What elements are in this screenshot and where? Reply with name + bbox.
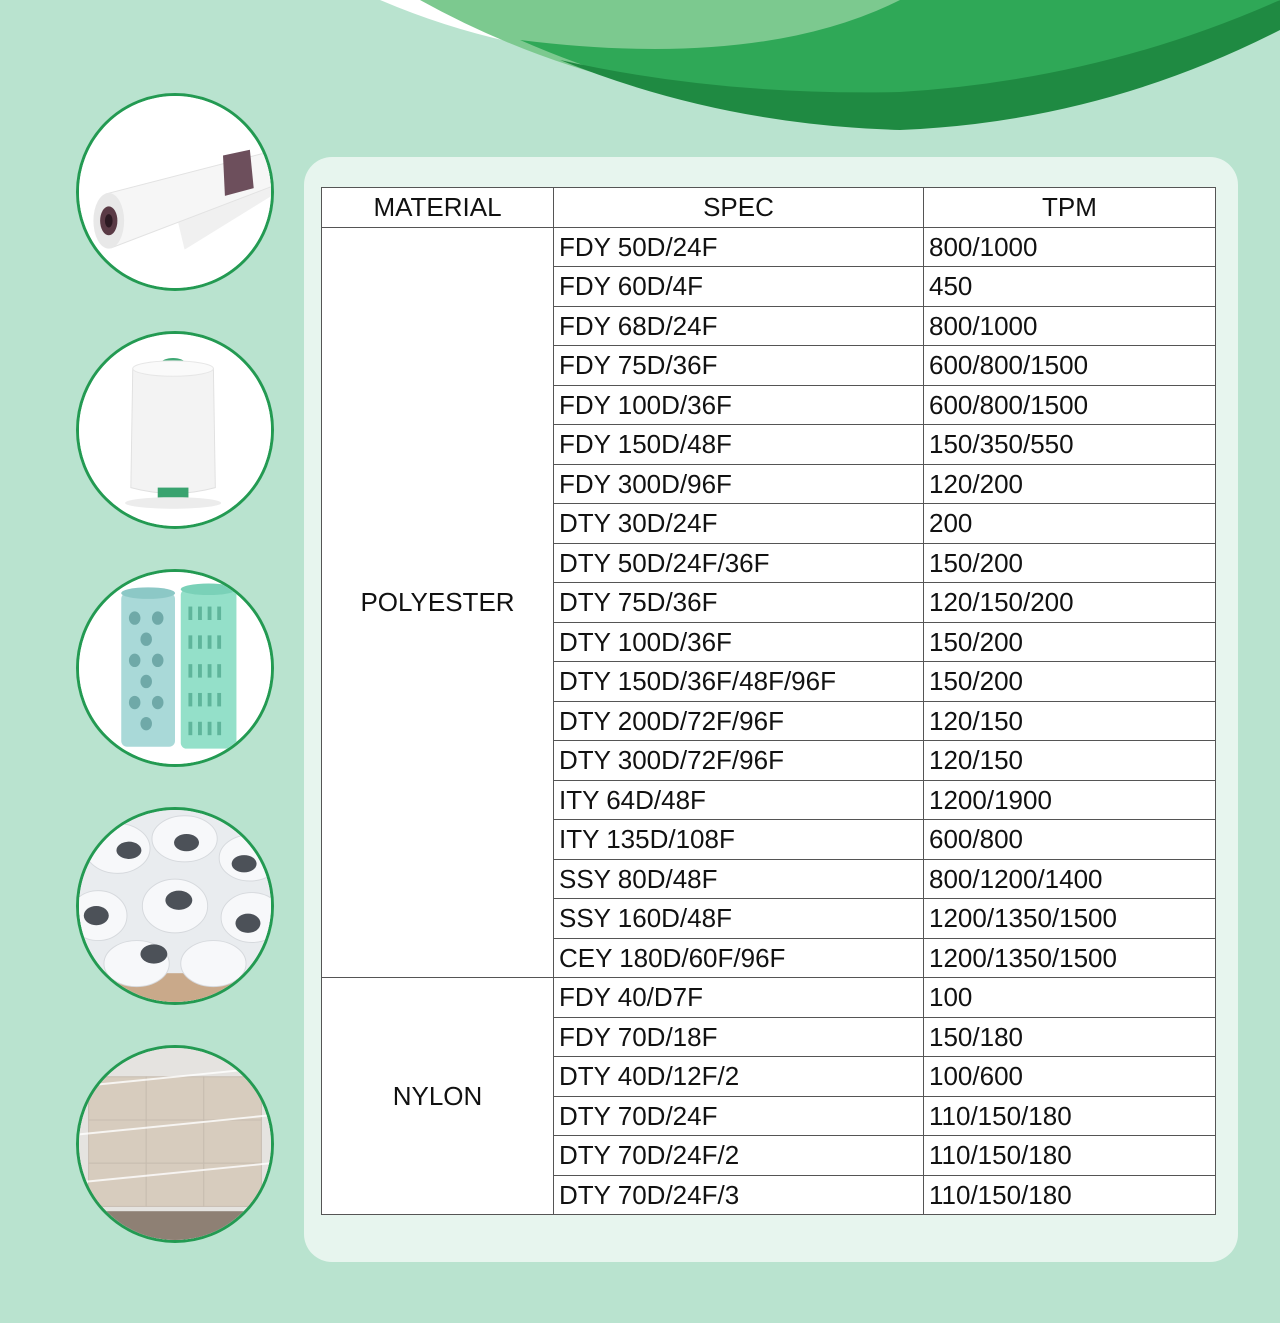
spec-cell: DTY 75D/36F bbox=[554, 583, 924, 623]
tpm-cell: 120/150 bbox=[924, 741, 1216, 781]
spec-cell: FDY 50D/24F bbox=[554, 227, 924, 267]
tpm-cell: 1200/1900 bbox=[924, 780, 1216, 820]
spec-cell: FDY 70D/18F bbox=[554, 1017, 924, 1057]
tpm-cell: 800/1000 bbox=[924, 227, 1216, 267]
spec-cell: SSY 160D/48F bbox=[554, 899, 924, 939]
tpm-cell: 110/150/180 bbox=[924, 1096, 1216, 1136]
tpm-cell: 100 bbox=[924, 978, 1216, 1018]
spec-cell: SSY 80D/48F bbox=[554, 859, 924, 899]
spec-cell: FDY 100D/36F bbox=[554, 385, 924, 425]
tpm-cell: 120/200 bbox=[924, 464, 1216, 504]
spec-cell: DTY 30D/24F bbox=[554, 504, 924, 544]
tpm-cell: 1200/1350/1500 bbox=[924, 899, 1216, 939]
tpm-cell: 600/800/1500 bbox=[924, 346, 1216, 386]
table-header-row bbox=[322, 188, 1216, 228]
tpm-cell: 110/150/180 bbox=[924, 1175, 1216, 1215]
spec-cell: CEY 180D/60F/96F bbox=[554, 938, 924, 978]
tpm-cell: 100/600 bbox=[924, 1057, 1216, 1097]
spec-cell: DTY 150D/36F/48F/96F bbox=[554, 662, 924, 702]
table-row bbox=[322, 978, 1216, 1018]
wrapped-pallet-icon bbox=[79, 1048, 271, 1240]
tpm-cell: 150/350/550 bbox=[924, 425, 1216, 465]
spec-cell: DTY 200D/72F/96F bbox=[554, 701, 924, 741]
material-cell: POLYESTER bbox=[322, 227, 554, 978]
tpm-cell: 120/150/200 bbox=[924, 583, 1216, 623]
tpm-cell: 600/800/1500 bbox=[924, 385, 1216, 425]
packed-spools-photo bbox=[76, 807, 274, 1005]
spec-cell: FDY 75D/36F bbox=[554, 346, 924, 386]
yarn-cone-photo bbox=[76, 93, 274, 291]
tpm-cell: 150/200 bbox=[924, 622, 1216, 662]
spec-cell: ITY 64D/48F bbox=[554, 780, 924, 820]
spec-cell: FDY 60D/4F bbox=[554, 267, 924, 307]
tpm-cell: 120/150 bbox=[924, 701, 1216, 741]
tpm-cell: 450 bbox=[924, 267, 1216, 307]
spec-table bbox=[321, 187, 1216, 1215]
spec-cell: DTY 50D/24F/36F bbox=[554, 543, 924, 583]
table-body bbox=[322, 227, 1216, 1215]
perforated-tubes-photo bbox=[76, 569, 274, 767]
yarn-spool-icon bbox=[79, 334, 271, 526]
header-spec: SPEC bbox=[554, 188, 924, 228]
perforated-tubes-icon bbox=[79, 572, 271, 764]
spec-cell: FDY 300D/96F bbox=[554, 464, 924, 504]
spec-cell: ITY 135D/108F bbox=[554, 820, 924, 860]
tpm-cell: 150/200 bbox=[924, 662, 1216, 702]
spec-cell: DTY 70D/24F/3 bbox=[554, 1175, 924, 1215]
tpm-cell: 150/180 bbox=[924, 1017, 1216, 1057]
tpm-cell: 1200/1350/1500 bbox=[924, 938, 1216, 978]
yarn-cone-icon bbox=[79, 96, 271, 288]
yarn-spool-photo bbox=[76, 331, 274, 529]
spec-cell: DTY 300D/72F/96F bbox=[554, 741, 924, 781]
tpm-cell: 200 bbox=[924, 504, 1216, 544]
tpm-cell: 800/1200/1400 bbox=[924, 859, 1216, 899]
spec-cell: FDY 150D/48F bbox=[554, 425, 924, 465]
spec-cell: FDY 68D/24F bbox=[554, 306, 924, 346]
spec-cell: FDY 40/D7F bbox=[554, 978, 924, 1018]
spec-cell: DTY 100D/36F bbox=[554, 622, 924, 662]
table-row bbox=[322, 227, 1216, 267]
header-tpm: TPM bbox=[924, 188, 1216, 228]
spec-cell: DTY 70D/24F bbox=[554, 1096, 924, 1136]
spec-cell: DTY 70D/24F/2 bbox=[554, 1136, 924, 1176]
tpm-cell: 110/150/180 bbox=[924, 1136, 1216, 1176]
tpm-cell: 800/1000 bbox=[924, 306, 1216, 346]
spec-cell: DTY 40D/12F/2 bbox=[554, 1057, 924, 1097]
wrapped-pallet-photo bbox=[76, 1045, 274, 1243]
tpm-cell: 150/200 bbox=[924, 543, 1216, 583]
tpm-cell: 600/800 bbox=[924, 820, 1216, 860]
header-material: MATERIAL bbox=[322, 188, 554, 228]
material-cell: NYLON bbox=[322, 978, 554, 1215]
packed-spools-icon bbox=[79, 810, 271, 1002]
